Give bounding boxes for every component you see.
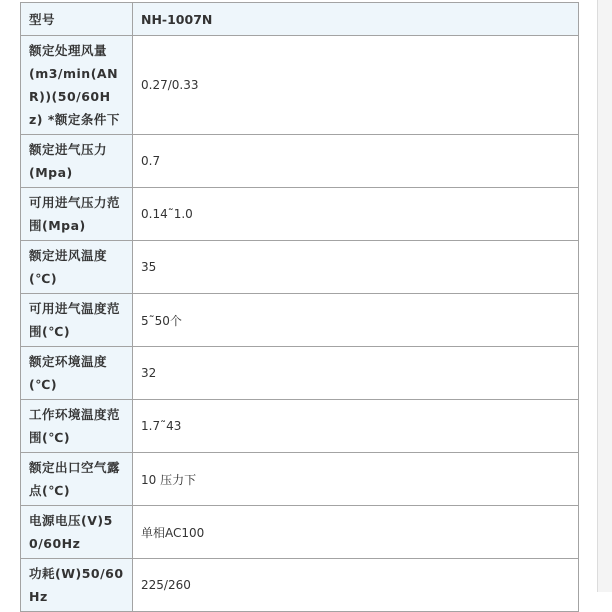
table-row xyxy=(21,36,579,135)
table-row xyxy=(21,294,579,347)
model-label: 型号 xyxy=(21,3,133,36)
row-value: 35 xyxy=(133,241,579,294)
row-label: 额定环境温度(℃) xyxy=(21,347,133,400)
table-row xyxy=(21,135,579,188)
table-row xyxy=(21,400,579,453)
table-row xyxy=(21,188,579,241)
row-label: 功耗(W)50/60Hz xyxy=(21,559,133,612)
row-value: 1.7˜43 xyxy=(133,400,579,453)
table-row xyxy=(21,347,579,400)
table-row xyxy=(21,506,579,559)
table-header-row xyxy=(21,3,579,36)
row-label: 额定进气压力(Mpa) xyxy=(21,135,133,188)
row-value: 32 xyxy=(133,347,579,400)
model-value: NH-1007N xyxy=(133,3,579,36)
scrollbar-track[interactable] xyxy=(597,0,612,592)
table-row xyxy=(21,241,579,294)
spec-table xyxy=(20,2,579,612)
row-value: 10 压力下 xyxy=(133,453,579,506)
row-value: 5˜50个 xyxy=(133,294,579,347)
row-label: 额定出口空气露点(℃) xyxy=(21,453,133,506)
row-label: 工作环境温度范围(℃) xyxy=(21,400,133,453)
row-label: 可用进气温度范围(℃) xyxy=(21,294,133,347)
row-value: 0.14˜1.0 xyxy=(133,188,579,241)
row-label: 电源电压(V)50/60Hz xyxy=(21,506,133,559)
table-row xyxy=(21,453,579,506)
row-value: 单相AC100 xyxy=(133,506,579,559)
row-label: 额定进风温度(℃) xyxy=(21,241,133,294)
row-label: 可用进气压力范围(Mpa) xyxy=(21,188,133,241)
row-value: 0.7 xyxy=(133,135,579,188)
row-label: 额定处理风量(m3/min(ANR))(50/60Hz) *额定条件下 xyxy=(21,36,133,135)
row-value: 0.27/0.33 xyxy=(133,36,579,135)
row-value: 225/260 xyxy=(133,559,579,612)
table-row xyxy=(21,559,579,612)
